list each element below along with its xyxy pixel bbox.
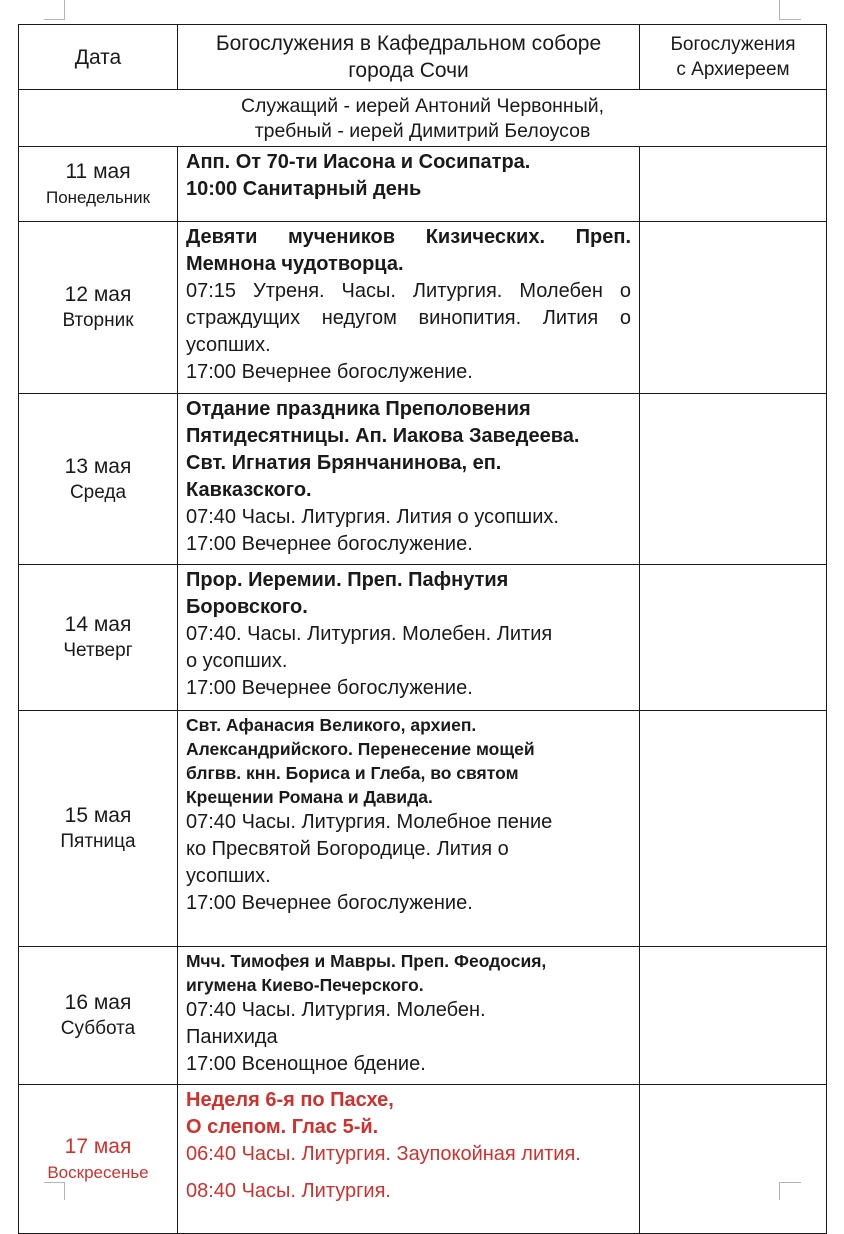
header-bishop: Богослужения с Архиереем bbox=[640, 25, 827, 90]
bishop-cell bbox=[640, 222, 827, 394]
services-cell: Неделя 6-я по Пасхе, О слепом. Глас 5-й. 06:40 Часы. Литургия. Заупокойная лития. 08:40 Часы. Литургия. bbox=[178, 1085, 640, 1234]
page-corner-mark bbox=[44, 19, 64, 20]
table-row bbox=[19, 222, 827, 394]
table-row bbox=[19, 147, 827, 222]
date-cell: 16 мая Суббота bbox=[19, 947, 178, 1085]
bishop-cell bbox=[640, 394, 827, 565]
date-cell: 17 мая Воскресенье bbox=[19, 1085, 178, 1234]
services-cell: Мчч. Тимофея и Мавры. Преп. Феодосия, игумена Киево-Печерского. 07:40 Часы. Литургия. Молебен. Панихида 17:00 Всенощное бдение. bbox=[178, 947, 640, 1085]
table-row bbox=[19, 1085, 827, 1234]
bishop-cell bbox=[640, 947, 827, 1085]
header-services: Богослужения в Кафедральном соборе города Сочи bbox=[178, 25, 640, 90]
bishop-cell bbox=[640, 147, 827, 222]
page-corner-mark bbox=[779, 19, 801, 20]
page-corner-mark bbox=[779, 0, 780, 20]
date-cell: 13 мая Среда bbox=[19, 394, 178, 565]
services-cell: Прор. Иеремии. Преп. Пафнутия Боровского. 07:40. Часы. Литургия. Молебен. Лития о усопших. 17:00 Вечернее богослужение. bbox=[178, 565, 640, 711]
date-cell: 14 мая Четверг bbox=[19, 565, 178, 711]
header-row bbox=[19, 25, 827, 90]
bishop-cell bbox=[640, 565, 827, 711]
date-cell: 11 мая Понедельник bbox=[19, 147, 178, 222]
services-cell: Отдание праздника Преполовения Пятидесятницы. Ап. Иакова Заведеева. Свт. Игнатия Брянчанинова, еп. Кавказского. 07:40 Часы. Литургия. Лития о усопших. 17:00 Вечернее богослужение. bbox=[178, 394, 640, 565]
bishop-cell bbox=[640, 1085, 827, 1234]
table-row bbox=[19, 711, 827, 947]
header-date: Дата bbox=[19, 25, 178, 90]
page-corner-mark bbox=[64, 0, 65, 20]
serving-clergy-row bbox=[19, 90, 827, 147]
services-cell: Девяти мучеников Кизических. Преп. Мемнона чудотворца. 07:15 Утреня. Часы. Литургия. Молебен о страждущих недугом винопития. Лития о усопших. 17:00 Вечернее богослужение. bbox=[178, 222, 640, 394]
table-row bbox=[19, 565, 827, 711]
table-row bbox=[19, 394, 827, 565]
date-cell: 12 мая Вторник bbox=[19, 222, 178, 394]
serving-clergy: Служащий - иерей Антоний Червонный, требный - иерей Димитрий Белоусов bbox=[19, 90, 827, 147]
services-cell: Свт. Афанасия Великого, архиеп. Александрийского. Перенесение мощей блгвв. кнн. Бориса и Глеба, во святом Крещении Романа и Давида. 07:40 Часы. Литургия. Молебное пение ко Пресвятой Богородице. Лития о усопших. 17:00 Вечернее богослужение. bbox=[178, 711, 640, 947]
date-cell: 15 мая Пятница bbox=[19, 711, 178, 947]
table-row bbox=[19, 947, 827, 1085]
services-cell: Апп. От 70-ти Иасона и Сосипатра. 10:00 Санитарный день bbox=[178, 147, 640, 222]
schedule-table bbox=[18, 24, 827, 1234]
bishop-cell bbox=[640, 711, 827, 947]
